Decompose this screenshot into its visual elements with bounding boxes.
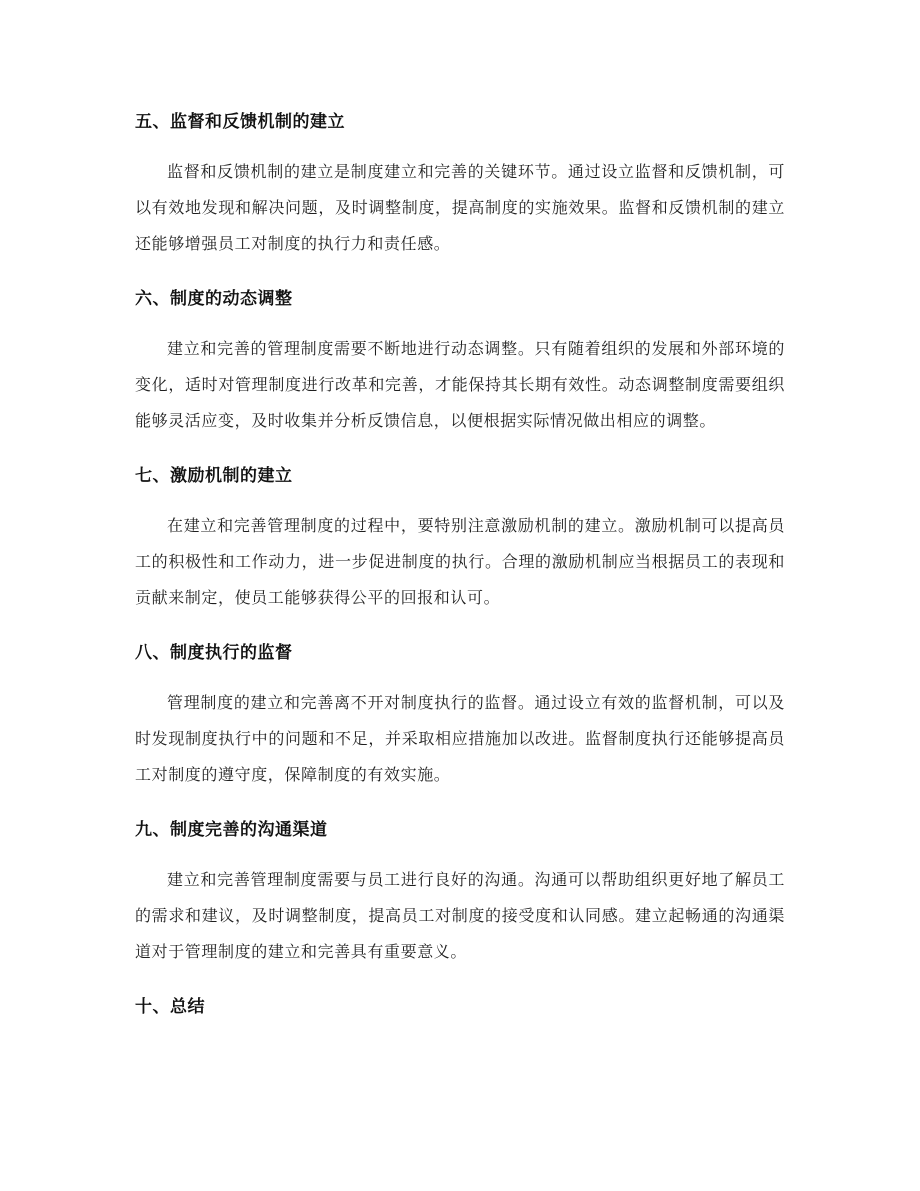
section-10: [135, 989, 785, 1025]
section-heading: 六、制度的动态调整: [135, 289, 293, 309]
section-7: [135, 458, 785, 616]
section-9: [135, 812, 785, 970]
section-heading: 八、制度执行的监督: [135, 643, 293, 663]
section-paragraph: 建立和完善的管理制度需要不断地进行动态调整。只有随着组织的发展和外部环境的变化，适时对管理制度进行改革和完善，才能保持其长期有效性。动态调整制度需要组织能够灵活应变，及时收集并分析反馈信息，以便根据实际情况做出相应的调整。: [135, 339, 785, 430]
section-paragraph: 管理制度的建立和完善离不开对制度执行的监督。通过设立有效的监督机制，可以及时发现制度执行中的问题和不足，并采取相应措施加以改进。监督制度执行还能够提高员工对制度的遵守度，保障制度的有效实施。: [135, 693, 785, 784]
section-heading: 七、激励机制的建立: [135, 466, 293, 486]
section-5: [135, 104, 785, 262]
section-heading: 九、制度完善的沟通渠道: [135, 820, 328, 840]
section-6: [135, 281, 785, 439]
document-content: [135, 104, 785, 1025]
section-paragraph: 在建立和完善管理制度的过程中，要特别注意激励机制的建立。激励机制可以提高员工的积极性和工作动力，进一步促进制度的执行。合理的激励机制应当根据员工的表现和贡献来制定，使员工能够获得公平的回报和认可。: [135, 516, 785, 607]
section-paragraph: 建立和完善管理制度需要与员工进行良好的沟通。沟通可以帮助组织更好地了解员工的需求和建议，及时调整制度，提高员工对制度的接受度和认同感。建立起畅通的沟通渠道对于管理制度的建立和完善具有重要意义。: [135, 870, 785, 961]
section-paragraph: 监督和反馈机制的建立是制度建立和完善的关键环节。通过设立监督和反馈机制，可以有效地发现和解决问题，及时调整制度，提高制度的实施效果。监督和反馈机制的建立还能够增强员工对制度的执行力和责任感。: [135, 162, 785, 253]
section-8: [135, 635, 785, 793]
section-heading: 十、总结: [135, 997, 205, 1017]
section-heading: 五、监督和反馈机制的建立: [135, 112, 345, 132]
